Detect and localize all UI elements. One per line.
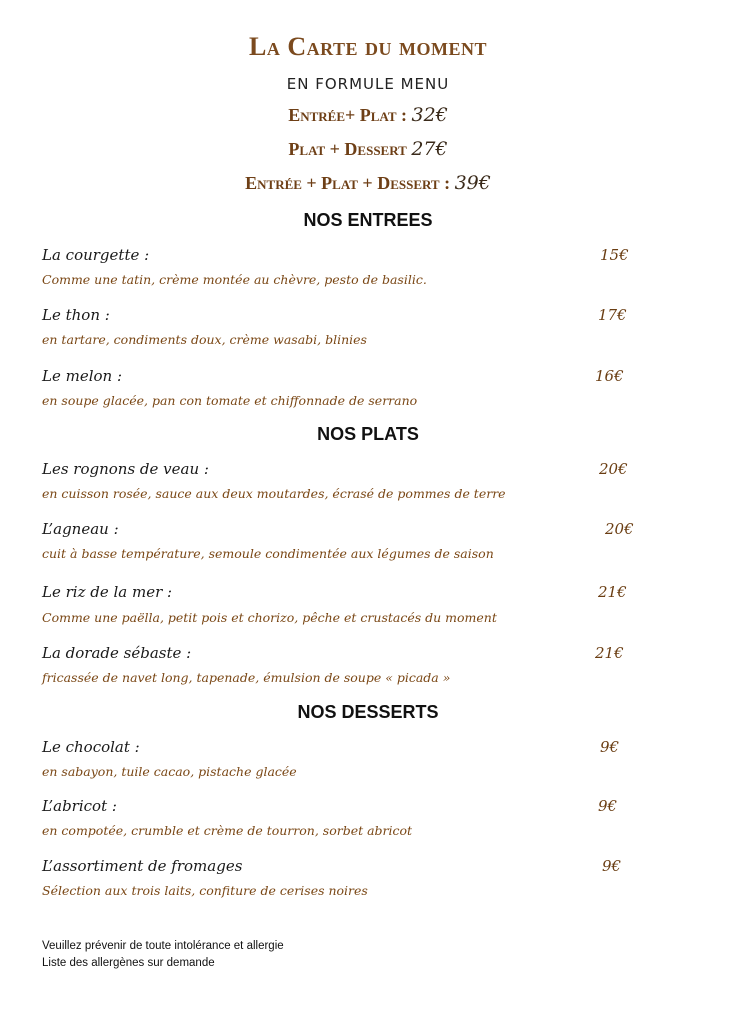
formula-price: 27€ xyxy=(411,138,448,160)
formula-plat-dessert xyxy=(0,138,736,160)
section-heading-desserts: NOS DESSERTS xyxy=(297,702,439,722)
item-name: L’assortiment de fromages xyxy=(42,857,243,875)
formula-price: 39€ xyxy=(454,172,491,194)
item-description: en soupe glacée, pan con tomate et chiffonnade de serrano xyxy=(42,393,418,408)
allergen-list-line: Liste des allergènes sur demande xyxy=(42,957,215,969)
item-name: Les rognons de veau : xyxy=(42,460,209,478)
item-description: Sélection aux trois laits, confiture de cerises noires xyxy=(42,883,368,898)
item-price: 20€ xyxy=(605,520,634,538)
menu-title: La Carte du moment xyxy=(249,32,487,61)
formula-label: Entrée+ Plat : xyxy=(288,105,408,125)
allergy-notice xyxy=(42,938,284,972)
item-name: La courgette : xyxy=(42,246,150,264)
item-description: Comme une tatin, crème montée au chèvre, pesto de basilic. xyxy=(42,272,427,287)
item-price: 9€ xyxy=(600,738,620,756)
item-description: en compotée, crumble et crème de tourron, sorbet abricot xyxy=(42,823,413,838)
item-price: 15€ xyxy=(600,246,629,264)
item-price: 21€ xyxy=(595,644,624,662)
formula-entree-plat-dessert xyxy=(0,172,736,194)
item-description: en sabayon, tuile cacao, pistache glacée xyxy=(42,764,297,779)
formula-label: Plat + Dessert xyxy=(288,139,407,159)
item-name: L’agneau : xyxy=(42,520,119,538)
formula-price: 32€ xyxy=(411,104,448,126)
item-description: cuit à basse température, semoule condimentée aux légumes de saison xyxy=(42,546,494,561)
item-name: L’abricot : xyxy=(42,797,117,815)
item-name: Le melon : xyxy=(42,367,123,385)
formula-entree-plat xyxy=(0,104,736,126)
section-heading-plats: NOS PLATS xyxy=(317,424,419,444)
item-description: Comme une paëlla, petit pois et chorizo, pêche et crustacés du moment xyxy=(42,610,497,625)
formule-subtitle: EN FORMULE MENU xyxy=(286,75,450,93)
item-description: en cuisson rosée, sauce aux deux moutardes, écrasé de pommes de terre xyxy=(42,486,506,501)
item-price: 9€ xyxy=(602,857,622,875)
item-price: 20€ xyxy=(599,460,628,478)
item-price: 16€ xyxy=(595,367,624,385)
formula-label: Entrée + Plat + Dessert : xyxy=(245,173,451,193)
item-price: 9€ xyxy=(598,797,618,815)
item-description: en tartare, condiments doux, crème wasabi, blinies xyxy=(42,332,367,347)
allergy-notice-line: Veuillez prévenir de toute intolérance et allergie xyxy=(42,940,284,952)
item-name: Le thon : xyxy=(42,306,110,324)
item-price: 17€ xyxy=(598,306,627,324)
item-name: Le riz de la mer : xyxy=(42,583,173,601)
item-name: Le chocolat : xyxy=(42,738,140,756)
item-name: La dorade sébaste : xyxy=(42,644,192,662)
item-price: 21€ xyxy=(598,583,627,601)
item-description: fricassée de navet long, tapenade, émulsion de soupe « picada » xyxy=(42,670,451,685)
section-heading-entrees: NOS ENTREES xyxy=(303,210,433,230)
